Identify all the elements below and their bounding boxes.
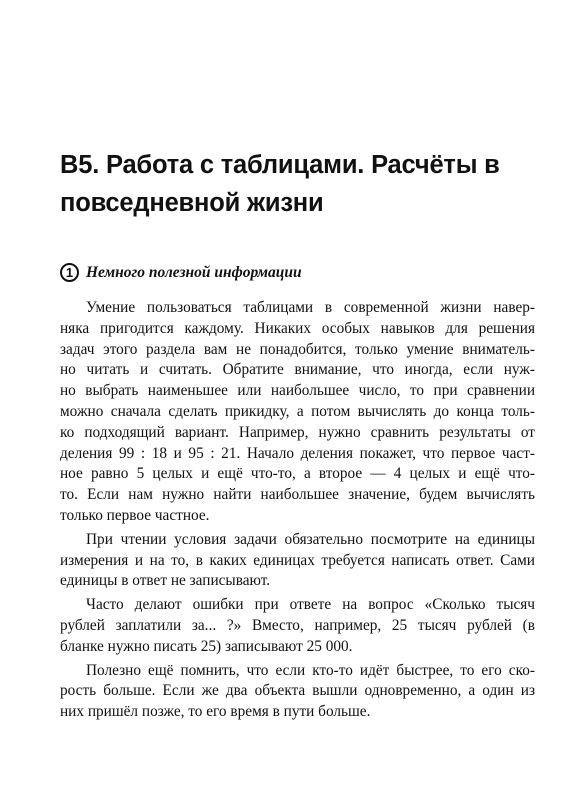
section-heading [60, 263, 302, 282]
text-line: задач этого раздела вам не понадобится, только умение вниматель- [60, 340, 535, 358]
text-line: рость больше. Если же два объекта вышли одновременно, а один из [60, 682, 535, 700]
text-line: только первое частное. [60, 506, 210, 524]
text-line: но выбрать наименьшее или наибольшее число, то при сравнении [60, 382, 535, 400]
text-line: них пришёл позже, то его время в пути больше. [60, 703, 371, 721]
number-one-circle-icon: 1 [60, 263, 79, 282]
text-line: деления 99 : 18 и 95 : 21. Начало деления покажет, что первое част- [60, 444, 535, 462]
text-line: единицы в ответ не записывают. [60, 572, 271, 590]
text-line: няка пригодится каждому. Никаких особых навыков для решения [60, 319, 535, 337]
text-line: то. Если нам нужно найти наибольшее значение, будем вычислять [60, 486, 535, 504]
section-title: Немного полезной информации [86, 263, 302, 281]
text-line: Полезно ещё помнить, что если кто-то идёт быстрее, то его ско- [86, 661, 535, 679]
chapter-title-line: повседневной жизни [60, 189, 324, 217]
text-line: При чтении условия задачи обязательно посмотрите на единицы [86, 530, 535, 548]
paragraph [60, 298, 535, 527]
text-line: ное равно 5 целых и ещё что-то, а второе — 4 целых и ещё что- [60, 465, 535, 483]
chapter-title [60, 146, 530, 222]
text-line: Часто делают ошибки при ответе на вопрос «Сколько тысяч [86, 596, 535, 614]
paragraph [60, 595, 535, 657]
text-line: можно сначала сделать прикидку, а потом вычислять до конца толь- [60, 402, 535, 420]
text-line: рублей заплатили за... ?» Вместо, например, 25 тысяч рублей (в [60, 616, 535, 634]
text-line: Умение пользоваться таблицами в современной жизни навер- [86, 299, 535, 316]
chapter-title-line: B5. Работа с таблицами. Расчёты в [60, 151, 500, 179]
paragraph [60, 530, 535, 592]
body-text [60, 298, 535, 726]
text-line: но читать и считать. Обратите внимание, что иногда, если нуж- [60, 361, 535, 379]
text-line: ко подходящий вариант. Например, нужно сравнить результаты от [60, 423, 535, 441]
paragraph [60, 661, 535, 723]
text-line: бланке нужно писать 25) записывают 25 000. [60, 637, 353, 655]
text-line: измерения и на то, в каких единицах требуется написать ответ. Сами [60, 551, 535, 569]
